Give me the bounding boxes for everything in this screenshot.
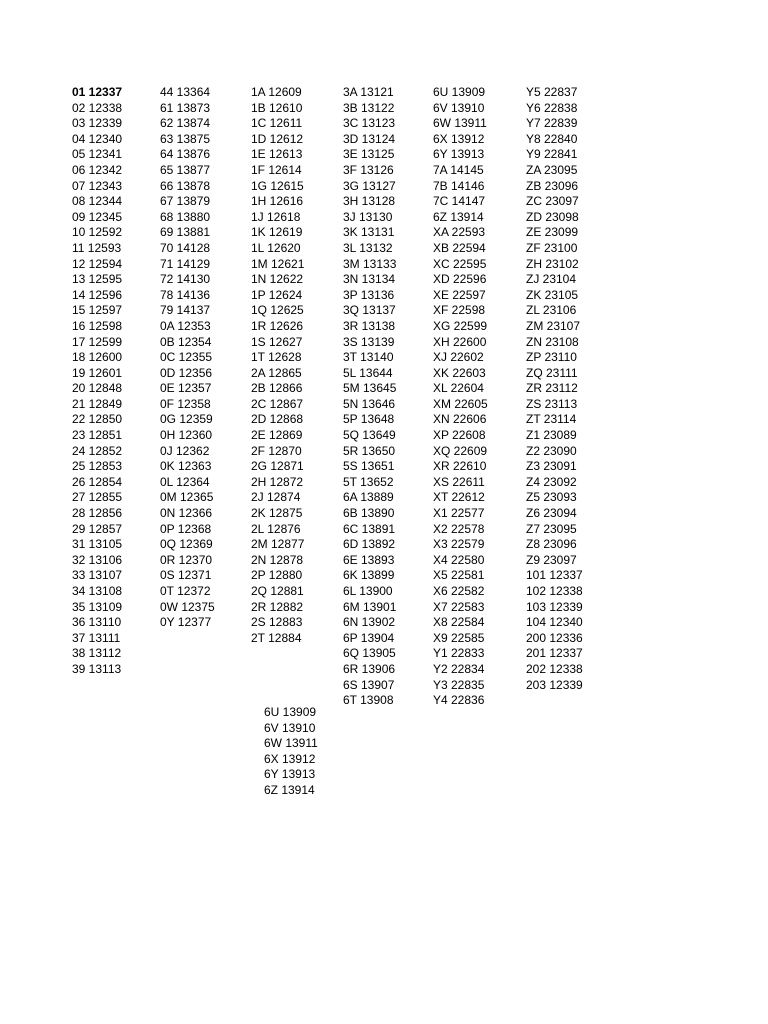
code-entry: Z3 23091 bbox=[526, 459, 577, 474]
code-entry: 1R 12626 bbox=[251, 318, 304, 333]
code-entry: 1N 12622 bbox=[251, 272, 304, 287]
code-entry: ZQ 23111 bbox=[526, 365, 578, 380]
code-entry: 1L 12620 bbox=[251, 240, 301, 255]
code-entry: 0T 12372 bbox=[160, 584, 211, 598]
code-entry: 103 12339 bbox=[526, 599, 583, 614]
code-entry: 0L 12364 bbox=[160, 474, 210, 489]
code-entry: 7A 14145 bbox=[433, 162, 484, 177]
code-entry: 0J 12362 bbox=[160, 443, 210, 458]
code-entry: 3J 13130 bbox=[343, 209, 393, 224]
code-entry: 13 12595 bbox=[72, 272, 123, 287]
code-entry: 11 12593 bbox=[72, 240, 122, 255]
code-entry: 104 12340 bbox=[526, 615, 583, 630]
code-entry: 12 12594 bbox=[72, 256, 123, 271]
code-entry: 65 13877 bbox=[160, 162, 211, 177]
code-entry: XP 22608 bbox=[433, 428, 486, 443]
code-entry: 1T 12628 bbox=[251, 350, 302, 365]
code-entry: 19 12601 bbox=[72, 365, 123, 380]
code-entry: 31 13105 bbox=[72, 537, 123, 552]
code-entry: 6W 13911 bbox=[264, 736, 318, 751]
code-entry: Y5 22837 bbox=[526, 85, 578, 99]
code-entry: Y2 22834 bbox=[433, 661, 485, 676]
code-entry: Z4 23092 bbox=[526, 474, 577, 489]
code-entry: 44 13364 bbox=[160, 85, 211, 99]
code-entry: 2N 12878 bbox=[251, 552, 304, 567]
code-entry: 06 12342 bbox=[72, 162, 123, 177]
code-entry: 20 12848 bbox=[72, 381, 123, 396]
code-entry: Y8 22840 bbox=[526, 131, 578, 146]
code-entry: XL 22604 bbox=[433, 381, 484, 396]
code-entry: 68 13880 bbox=[160, 209, 211, 224]
code-entry: XF 22598 bbox=[433, 303, 486, 318]
code-entry: XD 22596 bbox=[433, 272, 487, 287]
code-entry: 26 12854 bbox=[72, 474, 123, 489]
code-entry: 62 13874 bbox=[160, 116, 211, 131]
code-entry: Y6 22838 bbox=[526, 100, 578, 115]
code-entry: 37 13111 bbox=[72, 630, 121, 645]
code-entry: 2R 12882 bbox=[251, 599, 304, 614]
code-entry: 64 13876 bbox=[160, 147, 211, 162]
code-entry: XB 22594 bbox=[433, 240, 486, 255]
code-entry: XJ 22602 bbox=[433, 350, 484, 365]
code-entry: 2C 12867 bbox=[251, 396, 304, 411]
code-entry: XR 22610 bbox=[433, 459, 487, 474]
code-entry: ZC 23097 bbox=[526, 194, 579, 209]
code-entry: 6K 13899 bbox=[343, 568, 395, 583]
code-entry: 29 12857 bbox=[72, 521, 123, 536]
code-entry: 1B 12610 bbox=[251, 100, 303, 115]
code-entry: 39 13113 bbox=[72, 661, 122, 676]
code-entry: ZT 23114 bbox=[526, 412, 577, 427]
code-entry: 0F 12358 bbox=[160, 396, 211, 411]
code-entry: ZR 23112 bbox=[526, 381, 578, 396]
code-entry: 5Q 13649 bbox=[343, 428, 396, 443]
code-entry: XC 22595 bbox=[433, 256, 487, 271]
code-entry: 1K 12619 bbox=[251, 225, 303, 240]
code-entry: 2L 12876 bbox=[251, 521, 301, 536]
code-entry: 6U 13909 bbox=[264, 705, 317, 719]
code-entry: 6V 13910 bbox=[264, 720, 316, 735]
code-entry: ZE 23099 bbox=[526, 225, 579, 240]
code-entry: 1H 12616 bbox=[251, 194, 304, 209]
code-entry: XK 22603 bbox=[433, 365, 486, 380]
code-entry: ZN 23108 bbox=[526, 334, 579, 349]
code-entry: 0G 12359 bbox=[160, 412, 213, 427]
code-entry: Z1 23089 bbox=[526, 428, 577, 443]
code-entry: 102 12338 bbox=[526, 584, 583, 598]
code-entry: 2T 12884 bbox=[251, 630, 302, 645]
code-entry: 2K 12875 bbox=[251, 506, 303, 521]
code-entry: Z2 23090 bbox=[526, 443, 577, 458]
code-entry: 6U 13909 bbox=[433, 85, 486, 99]
code-entry: ZJ 23104 bbox=[526, 272, 577, 287]
code-entry: 18 12600 bbox=[72, 350, 123, 365]
code-entry: 6X 13912 bbox=[433, 131, 485, 146]
code-entry: 5T 13652 bbox=[343, 474, 394, 489]
code-entry: 0N 12366 bbox=[160, 506, 213, 521]
code-entry: 1F 12614 bbox=[251, 162, 302, 177]
code-entry: X6 22582 bbox=[433, 584, 485, 598]
code-entry: Y3 22835 bbox=[433, 677, 485, 692]
code-entry: Z7 23095 bbox=[526, 521, 577, 536]
code-entry: 6R 13906 bbox=[343, 661, 396, 676]
code-entry: 2M 12877 bbox=[251, 537, 305, 552]
code-entry: 79 14137 bbox=[160, 303, 211, 318]
code-entry: 6M 13901 bbox=[343, 599, 397, 614]
code-entry: 2B 12866 bbox=[251, 381, 303, 396]
code-entry: 6N 13902 bbox=[343, 615, 396, 630]
code-entry: XH 22600 bbox=[433, 334, 487, 349]
code-entry: 0R 12370 bbox=[160, 552, 213, 567]
code-entry: 2J 12874 bbox=[251, 490, 301, 505]
code-entry: 5M 13645 bbox=[343, 381, 397, 396]
code-entry: 7C 14147 bbox=[433, 194, 486, 209]
code-entry: 3Q 13137 bbox=[343, 303, 396, 318]
code-entry: 3K 13131 bbox=[343, 225, 395, 240]
code-entry: XS 22611 bbox=[433, 474, 485, 489]
code-entry: ZP 23110 bbox=[526, 350, 577, 365]
code-entry: X7 22583 bbox=[433, 599, 485, 614]
code-entry: 6Y 13913 bbox=[433, 147, 485, 162]
code-entry: 78 14136 bbox=[160, 287, 211, 302]
code-entry: 0Q 12369 bbox=[160, 537, 213, 552]
code-entry: 5P 13648 bbox=[343, 412, 395, 427]
code-entry: 0B 12354 bbox=[160, 334, 212, 349]
code-entry: Z9 23097 bbox=[526, 552, 577, 567]
code-entry: 2D 12868 bbox=[251, 412, 304, 427]
code-entry: 1E 12613 bbox=[251, 147, 303, 162]
code-entry: 1M 12621 bbox=[251, 256, 305, 271]
code-entry: 3M 13133 bbox=[343, 256, 397, 271]
code-entry: 3N 13134 bbox=[343, 272, 396, 287]
code-entry: 17 12599 bbox=[72, 334, 123, 349]
code-entry: X2 22578 bbox=[433, 521, 485, 536]
code-entry: 2H 12872 bbox=[251, 474, 304, 489]
code-entry: X1 22577 bbox=[433, 506, 485, 521]
code-entry: 70 14128 bbox=[160, 240, 211, 255]
code-entry: 04 12340 bbox=[72, 131, 123, 146]
code-column-6 bbox=[526, 85, 583, 693]
code-entry: 0P 12368 bbox=[160, 521, 212, 536]
code-entry: 3S 13139 bbox=[343, 334, 395, 349]
code-entry: 2S 12883 bbox=[251, 615, 303, 630]
code-entry: Z8 23096 bbox=[526, 537, 577, 552]
code-entry: 3C 13123 bbox=[343, 116, 396, 131]
code-entry: 05 12341 bbox=[72, 147, 123, 162]
code-entry: X4 22580 bbox=[433, 552, 485, 567]
code-entry: 67 13879 bbox=[160, 194, 211, 209]
code-entry: Y4 22836 bbox=[433, 693, 485, 708]
code-entry: 3G 13127 bbox=[343, 178, 396, 193]
code-entry: 15 12597 bbox=[72, 303, 123, 318]
code-entry: Y7 22839 bbox=[526, 116, 578, 131]
code-entry: 3E 13125 bbox=[343, 147, 395, 162]
code-entry: 16 12598 bbox=[72, 318, 123, 333]
code-entry: 23 12851 bbox=[72, 428, 123, 443]
code-entry: 2E 12869 bbox=[251, 428, 303, 443]
code-entry: Y1 22833 bbox=[433, 646, 485, 661]
code-entry: 5S 13651 bbox=[343, 459, 395, 474]
code-entry: ZF 23100 bbox=[526, 240, 578, 255]
code-entry: 02 12338 bbox=[72, 100, 123, 115]
code-column-5 bbox=[433, 85, 488, 709]
code-entry: 0W 12375 bbox=[160, 599, 215, 614]
code-entry: 5L 13644 bbox=[343, 365, 393, 380]
code-entry: 3P 13136 bbox=[343, 287, 395, 302]
code-entry: 03 12339 bbox=[72, 116, 123, 131]
code-entry: 2Q 12881 bbox=[251, 584, 304, 598]
code-entry: 08 12344 bbox=[72, 194, 123, 209]
code-column-3 bbox=[251, 85, 304, 646]
code-entry: 72 14130 bbox=[160, 272, 211, 287]
code-entry: 6T 13908 bbox=[343, 693, 394, 708]
code-entry: 3F 13126 bbox=[343, 162, 394, 177]
code-entry: XN 22606 bbox=[433, 412, 487, 427]
code-entry: 1D 12612 bbox=[251, 131, 304, 146]
code-column-7 bbox=[264, 705, 318, 799]
code-entry: 36 13110 bbox=[72, 615, 122, 630]
code-entry: 2F 12870 bbox=[251, 443, 302, 458]
code-entry: XE 22597 bbox=[433, 287, 486, 302]
code-entry: 3R 13138 bbox=[343, 318, 396, 333]
code-entry: 0M 12365 bbox=[160, 490, 214, 505]
code-entry: Z6 23094 bbox=[526, 506, 577, 521]
code-entry: ZA 23095 bbox=[526, 162, 578, 177]
code-entry: 1S 12627 bbox=[251, 334, 303, 349]
code-entry: 66 13878 bbox=[160, 178, 211, 193]
code-entry: 3D 13124 bbox=[343, 131, 396, 146]
code-entry: X8 22584 bbox=[433, 615, 485, 630]
code-entry: 35 13109 bbox=[72, 599, 123, 614]
code-entry: Z5 23093 bbox=[526, 490, 577, 505]
code-entry: 25 12853 bbox=[72, 459, 123, 474]
code-entry: XG 22599 bbox=[433, 318, 488, 333]
code-entry: 0H 12360 bbox=[160, 428, 213, 443]
code-entry: 0K 12363 bbox=[160, 459, 212, 474]
code-entry: 101 12337 bbox=[526, 568, 583, 583]
code-entry: 3A 13121 bbox=[343, 85, 394, 99]
code-entry: ZH 23102 bbox=[526, 256, 579, 271]
code-entry: 69 13881 bbox=[160, 225, 211, 240]
code-entry: 6Z 13914 bbox=[433, 209, 484, 224]
code-entry: 6Y 13913 bbox=[264, 767, 316, 782]
code-entry: 34 13108 bbox=[72, 584, 123, 598]
code-entry: X9 22585 bbox=[433, 630, 485, 645]
code-entry: 6D 13892 bbox=[343, 537, 396, 552]
code-entry: 38 13112 bbox=[72, 646, 122, 661]
code-entry: 6B 13890 bbox=[343, 506, 395, 521]
code-entry: 3T 13140 bbox=[343, 350, 394, 365]
code-entry: 0A 12353 bbox=[160, 318, 211, 333]
code-entry: XM 22605 bbox=[433, 396, 488, 411]
code-entry: 7B 14146 bbox=[433, 178, 485, 193]
code-entry: ZD 23098 bbox=[526, 209, 579, 224]
code-entry: 6Q 13905 bbox=[343, 646, 396, 661]
code-entry: Y9 22841 bbox=[526, 147, 578, 162]
code-entry: 33 13107 bbox=[72, 568, 123, 583]
code-entry: 07 12343 bbox=[72, 178, 123, 193]
code-entry: 6V 13910 bbox=[433, 100, 485, 115]
code-entry: 6E 13893 bbox=[343, 552, 395, 567]
code-entry: 6X 13912 bbox=[264, 751, 316, 766]
code-entry: 1P 12624 bbox=[251, 287, 303, 302]
code-entry: 09 12345 bbox=[72, 209, 123, 224]
code-entry: ZM 23107 bbox=[526, 318, 581, 333]
code-entry: 24 12852 bbox=[72, 443, 123, 458]
code-entry: 6Z 13914 bbox=[264, 782, 315, 797]
code-entry: 0E 12357 bbox=[160, 381, 212, 396]
code-entry: 6L 13900 bbox=[343, 584, 393, 598]
code-entry: 1A 12609 bbox=[251, 85, 302, 99]
code-entry: ZS 23113 bbox=[526, 396, 578, 411]
code-entry: X3 22579 bbox=[433, 537, 485, 552]
code-entry: 01 12337 bbox=[72, 85, 123, 99]
code-entry: 6A 13889 bbox=[343, 490, 394, 505]
code-entry: XQ 22609 bbox=[433, 443, 488, 458]
code-entry: 5N 13646 bbox=[343, 396, 396, 411]
code-entry: 1Q 12625 bbox=[251, 303, 304, 318]
code-entry: 1J 12618 bbox=[251, 209, 301, 224]
code-entry: 71 14129 bbox=[160, 256, 211, 271]
code-column-2 bbox=[160, 85, 215, 631]
code-entry: 27 12855 bbox=[72, 490, 123, 505]
code-entry: 22 12850 bbox=[72, 412, 123, 427]
code-entry: 0C 12355 bbox=[160, 350, 213, 365]
code-entry: 32 13106 bbox=[72, 552, 123, 567]
code-entry: XA 22593 bbox=[433, 225, 486, 240]
code-entry: 14 12596 bbox=[72, 287, 123, 302]
code-entry: 1C 12611 bbox=[251, 116, 303, 131]
code-column-4 bbox=[343, 85, 396, 709]
code-entry: 6S 13907 bbox=[343, 677, 395, 692]
code-entry: 0S 12371 bbox=[160, 568, 212, 583]
code-entry: 0D 12356 bbox=[160, 365, 213, 380]
code-entry: XT 22612 bbox=[433, 490, 485, 505]
code-entry: ZL 23106 bbox=[526, 303, 577, 318]
code-entry: ZB 23096 bbox=[526, 178, 579, 193]
code-entry: 200 12336 bbox=[526, 630, 583, 645]
code-entry: 0Y 12377 bbox=[160, 615, 212, 630]
code-entry: 2G 12871 bbox=[251, 459, 304, 474]
code-entry: 3B 13122 bbox=[343, 100, 395, 115]
code-entry: 63 13875 bbox=[160, 131, 211, 146]
code-entry: 5R 13650 bbox=[343, 443, 396, 458]
code-entry: 202 12338 bbox=[526, 661, 583, 676]
code-entry: 10 12592 bbox=[72, 225, 123, 240]
code-entry: 2P 12880 bbox=[251, 568, 303, 583]
code-entry: 6P 13904 bbox=[343, 630, 395, 645]
code-entry: X5 22581 bbox=[433, 568, 485, 583]
code-entry: 3H 13128 bbox=[343, 194, 396, 209]
code-entry: 21 12849 bbox=[72, 396, 123, 411]
code-entry: 6W 13911 bbox=[433, 116, 487, 131]
code-entry: 61 13873 bbox=[160, 100, 211, 115]
code-column-1 bbox=[72, 85, 122, 678]
code-entry: 203 12339 bbox=[526, 677, 583, 692]
code-entry: 6C 13891 bbox=[343, 521, 396, 536]
code-entry: 28 12856 bbox=[72, 506, 123, 521]
code-entry: 2A 12865 bbox=[251, 365, 302, 380]
code-entry: 3L 13132 bbox=[343, 240, 393, 255]
code-entry: 1G 12615 bbox=[251, 178, 304, 193]
code-entry: ZK 23105 bbox=[526, 287, 579, 302]
code-entry: 201 12337 bbox=[526, 646, 583, 661]
